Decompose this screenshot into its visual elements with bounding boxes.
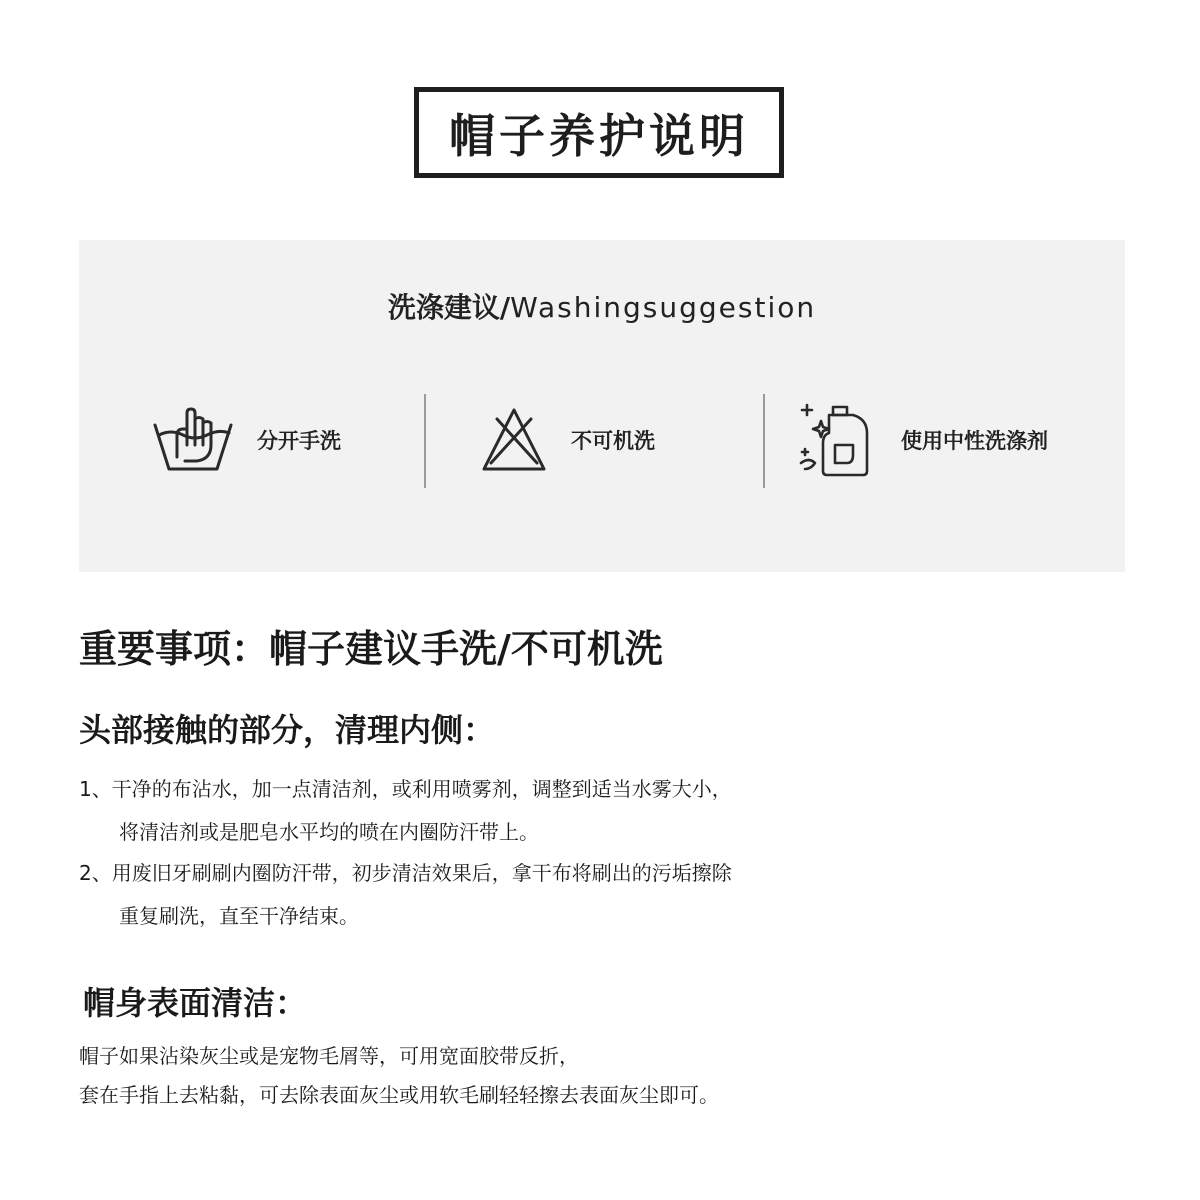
wash-item-detergent [797, 390, 1048, 490]
step-1-line-2: 将清洁剂或是肥皂水平均的喷在内圈防汗带上。 [119, 820, 539, 844]
washing-suggestion-panel [79, 240, 1125, 572]
detergent-bottle-icon [797, 399, 879, 481]
washing-heading [79, 286, 1125, 326]
step-2-line-2: 重复刷洗，直至干净结束。 [119, 904, 359, 928]
step-1-line-1: 1、干净的布沾水，加一点清洁剂，或利用喷雾剂，调整到适当水雾大小， [79, 777, 732, 801]
inner-cleaning-heading: 头部接触的部分，清理内侧： [79, 711, 496, 749]
divider [763, 394, 765, 488]
no-machine-wash-icon [479, 405, 549, 475]
wash-item-label: 使用中性洗涤剂 [901, 429, 1048, 453]
wash-item-label: 不可机洗 [571, 429, 655, 453]
wash-item-no-machine [479, 390, 655, 490]
washing-heading-en: Washingsuggestion [510, 291, 817, 324]
page-title: 帽子养护说明 [449, 108, 749, 163]
wash-item-hand-wash [151, 390, 341, 490]
wash-item-label: 分开手洗 [257, 429, 341, 453]
hand-wash-basin-icon [151, 405, 235, 475]
surface-line-1: 帽子如果沾染灰尘或是宠物毛屑等，可用宽面胶带反折， [79, 1044, 579, 1068]
title-box [414, 87, 784, 178]
divider [424, 394, 426, 488]
surface-line-2: 套在手指上去粘黏，可去除表面灰尘或用软毛刷轻轻擦去表面灰尘即可。 [79, 1083, 719, 1107]
washing-heading-cn: 洗涤建议/ [387, 291, 511, 324]
important-note: 重要事项：帽子建议手洗/不可机洗 [79, 627, 663, 671]
surface-cleaning-heading: 帽身表面清洁： [83, 984, 308, 1022]
step-2-line-1: 2、用废旧牙刷刷内圈防汗带，初步清洁效果后，拿干布将刷出的污垢擦除 [79, 861, 732, 885]
